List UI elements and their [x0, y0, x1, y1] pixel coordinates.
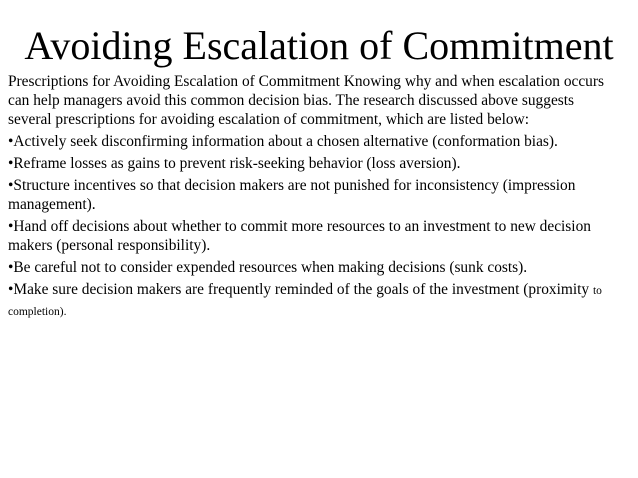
bullet-item: [8, 217, 620, 255]
bullet-dot-icon: •: [8, 259, 14, 276]
bullet-item: [8, 258, 620, 277]
bullet-text: Be careful not to consider expended resources when making decisions (sunk costs).: [13, 259, 528, 276]
bullet-text-small: to completion).: [8, 285, 602, 318]
bullet-dot-icon: •: [8, 133, 14, 150]
bullet-list: [8, 132, 620, 322]
bullet-dot-icon: •: [8, 218, 14, 235]
bullet-text: Structure incentives so that decision makers are not punished for inconsistency (impression management).: [8, 177, 576, 213]
slide-body: [8, 72, 620, 325]
bullet-item: [8, 280, 620, 322]
bullet-dot-icon: •: [8, 177, 14, 194]
bullet-text: Actively seek disconfirming information about a chosen alternative (conformation bias).: [13, 133, 558, 150]
bullet-item: [8, 154, 620, 173]
bullet-dot-icon: •: [8, 281, 14, 298]
bullet-text: Reframe losses as gains to prevent risk-seeking behavior (loss aversion).: [13, 155, 461, 172]
slide-title: Avoiding Escalation of Commitment: [24, 23, 614, 68]
bullet-text: Make sure decision makers are frequently reminded of the goals of the investment (proximity: [13, 281, 590, 298]
bullet-text: Hand off decisions about whether to commit more resources to an investment to new decision makers (personal responsibility).: [8, 218, 591, 254]
bullet-item: [8, 176, 620, 214]
bullet-item: [8, 132, 620, 151]
bullet-dot-icon: •: [8, 155, 14, 172]
intro-paragraph: Prescriptions for Avoiding Escalation of Commitment Knowing why and when escalation occurs can help managers avoid this common decision bias. The research discussed above suggests several prescriptions for avoiding escalation of commitment, which are listed below:: [8, 73, 604, 128]
